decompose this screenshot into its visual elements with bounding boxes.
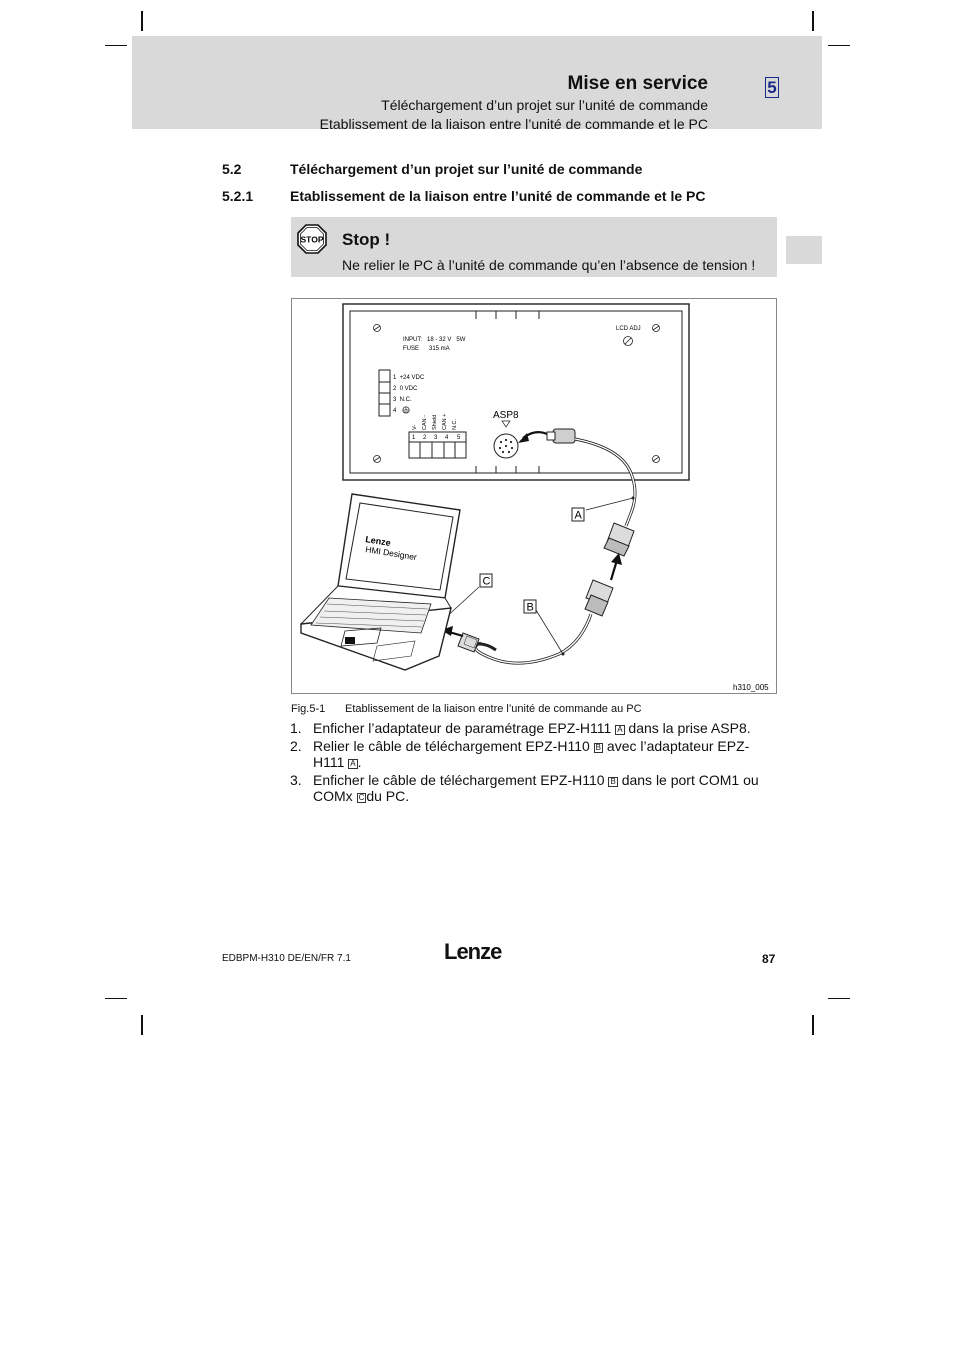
figure-caption-number: Fig.5-1 <box>291 703 326 715</box>
svg-text:Shield: Shield <box>432 414 438 430</box>
svg-text:C: C <box>482 575 491 588</box>
asp8-plug <box>547 429 575 443</box>
stop-sign-icon <box>297 224 327 254</box>
ref-tag: C <box>358 793 365 802</box>
ground-icon <box>403 407 409 413</box>
figure-caption: Etablissement de la liaison entre l’unité de commande au PC <box>345 703 642 715</box>
can-labels <box>412 414 458 430</box>
can-numbers <box>412 435 461 441</box>
lcd-adj-label: LCD ADJ <box>616 326 641 332</box>
svg-text:CAN -: CAN - <box>422 415 428 430</box>
crop-mark <box>812 1015 814 1035</box>
section-title: Etablissement de la liaison entre l’unité de commande et le PC <box>290 188 706 204</box>
terminal-label: 3 N.C. <box>393 397 412 403</box>
ref-tag: A <box>617 725 623 734</box>
ref-tag: A <box>350 759 356 768</box>
crop-mark <box>105 45 127 46</box>
laptop-drawing <box>301 494 460 670</box>
connection-diagram <box>291 298 777 694</box>
terminal-label: 2 0 VDC <box>393 386 418 392</box>
epz-h110-connector <box>585 580 613 616</box>
svg-text:5: 5 <box>457 435 461 441</box>
stop-sign-text: STOP <box>300 234 324 245</box>
epz-h111-adapter <box>604 523 634 556</box>
svg-text:CAN +: CAN + <box>442 413 448 430</box>
can-connector <box>409 442 466 458</box>
crop-mark <box>828 45 850 46</box>
callout-labels <box>480 508 584 614</box>
page-title: Mise en service <box>567 73 708 94</box>
asp8-label: ASP8 <box>493 410 519 421</box>
crop-mark <box>141 11 143 31</box>
crop-mark <box>828 998 850 999</box>
crop-mark <box>141 1015 143 1035</box>
ref-tag: B <box>610 777 616 786</box>
crop-mark <box>812 11 814 31</box>
section-number: 5.2 <box>222 161 242 177</box>
svg-text:3: 3 <box>434 435 438 441</box>
fuse-rating: FUSE 315 mA <box>403 346 450 352</box>
ref-tag: B <box>595 743 602 752</box>
section-title: Téléchargement d’un projet sur l’unité de commande <box>290 161 643 177</box>
stop-title: Stop ! <box>342 230 391 249</box>
header-subtitle: Etablissement de la liaison entre l’unité de commande et le PC <box>319 116 708 132</box>
figure-ref: h310_005 <box>733 683 769 692</box>
section-number: 5.2.1 <box>222 188 254 204</box>
footer-doc-id: EDBPM-H310 DE/EN/FR 7.1 <box>222 953 351 964</box>
side-tab <box>786 236 822 264</box>
svg-text:V-: V- <box>412 424 418 430</box>
stop-text: Ne relier le PC à l’unité de commande qu’en l’absence de tension ! <box>342 257 756 273</box>
terminal-label: 1 +24 VDC <box>393 375 425 381</box>
laptop-screen-text: HMI Designer <box>364 544 418 563</box>
input-rating: INPUT: 18 - 32 V 5W <box>403 337 466 343</box>
svg-text:1: 1 <box>412 435 416 441</box>
laptop-brand: Lenze <box>364 534 392 548</box>
svg-text:B: B <box>526 601 534 614</box>
lenze-logo: Lenze <box>444 939 502 964</box>
terminal-label: 4 <box>393 408 397 414</box>
svg-text:A: A <box>574 509 582 522</box>
page-number: 87 <box>762 952 776 966</box>
header-subtitle: Téléchargement d’un projet sur l’unité de commande <box>381 97 708 113</box>
svg-text:N.C.: N.C. <box>452 419 458 430</box>
chapter-badge: 5 <box>765 77 779 98</box>
svg-text:4: 4 <box>445 435 449 441</box>
svg-text:2: 2 <box>423 435 427 441</box>
crop-mark <box>105 998 127 999</box>
